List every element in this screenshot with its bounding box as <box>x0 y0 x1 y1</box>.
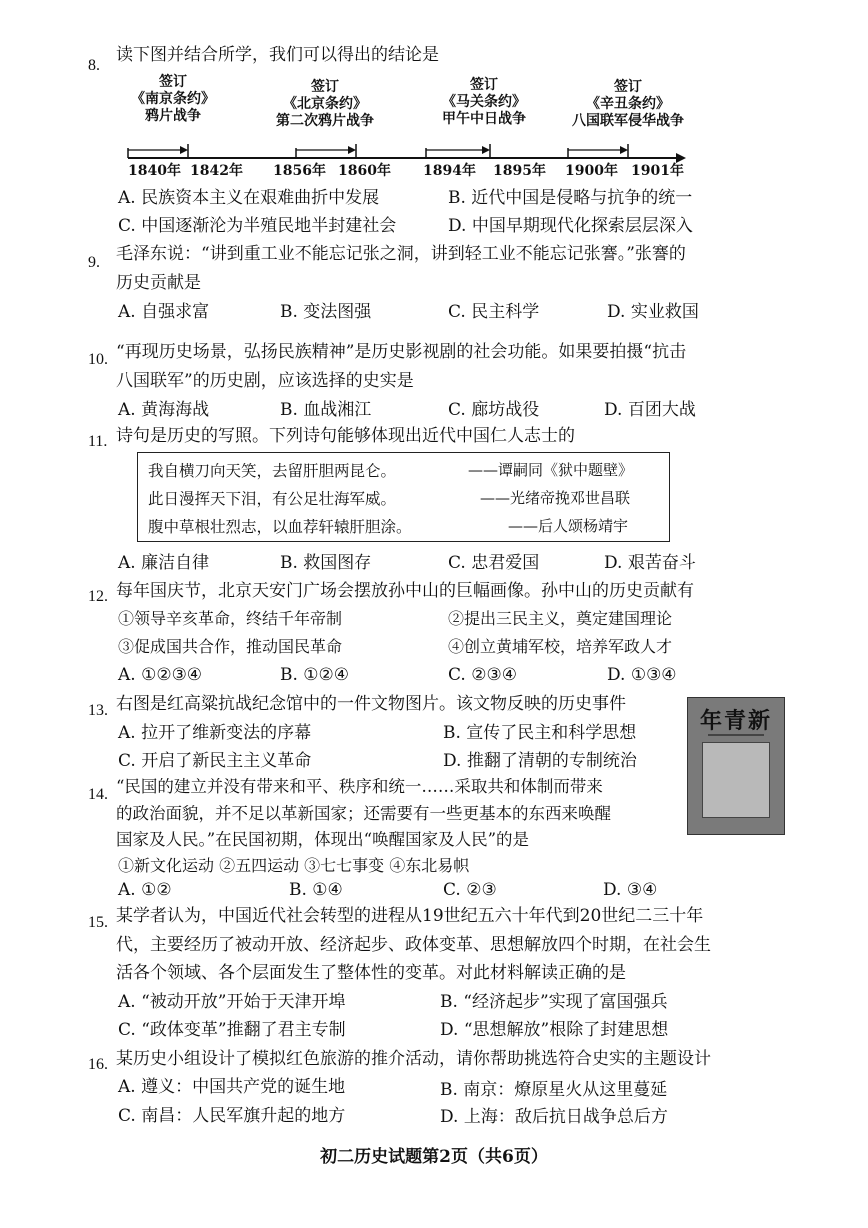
year-label: 1895年 <box>493 163 546 179</box>
option-b[interactable]: B. 宣传了民主和科学思想 <box>443 723 637 743</box>
timeline-event-3 <box>442 77 526 128</box>
timeline-event-4 <box>572 79 684 130</box>
page-footer: 初二历史试题第2页（共6页） <box>320 1147 548 1167</box>
question-number: 8. <box>88 57 100 74</box>
question-stem: 毛泽东说：“讲到重工业不能忘记张之洞，讲到轻工业不能忘记张謇。”张謇的 <box>116 244 686 264</box>
question-stem: “民国的建立并没有带来和平、秩序和统一……采取共和体制而带来 <box>116 777 603 796</box>
event-war: 八国联军侵华战争 <box>572 113 684 130</box>
year-label: 1901年 <box>631 163 684 179</box>
question-number: 12. <box>88 588 108 605</box>
option-a[interactable]: A. 拉开了维新变法的序幕 <box>118 723 312 743</box>
statement-2: ②提出三民主义，奠定建国理论 <box>448 609 673 628</box>
option-c[interactable]: C. 开启了新民主主义革命 <box>118 751 312 771</box>
option-b[interactable]: B. 变法图强 <box>280 302 372 322</box>
option-b[interactable]: B. ①④ <box>289 880 343 900</box>
question-stem-cont: 活各个领域、各个层面发生了整体性的变革。对此材料解读正确的是 <box>116 963 626 983</box>
option-a[interactable]: A. 遵义：中国共产党的诞生地 <box>118 1077 346 1097</box>
question-stem-cont: 历史贡献是 <box>116 273 201 293</box>
event-treaty: 《辛丑条约》 <box>586 96 670 113</box>
timeline-event-2 <box>276 79 374 130</box>
option-a[interactable]: A. ①② <box>118 880 172 900</box>
question-number: 9. <box>88 254 100 271</box>
year-label: 1860年 <box>338 163 391 179</box>
option-b[interactable]: B. “经济起步”实现了富国强兵 <box>440 992 668 1012</box>
poem-author: ——光绪帝挽邓世昌联 <box>480 489 631 507</box>
question-number: 15. <box>88 914 108 931</box>
event-treaty: 《北京条约》 <box>283 96 367 113</box>
question-number: 16. <box>88 1056 108 1073</box>
option-c[interactable]: C. “政体变革”推翻了君主专制 <box>118 1020 346 1040</box>
option-b[interactable]: B. 近代中国是侵略与抗争的统一 <box>448 188 693 208</box>
statement-3: ③促成国共合作，推动国民革命 <box>118 637 343 656</box>
option-d[interactable]: D. “思想解放”根除了封建思想 <box>440 1020 669 1040</box>
question-stem: 诗句是历史的写照。下列诗句能够体现出近代中国仁人志士的 <box>116 426 575 446</box>
question-stem: 某学者认为，中国近代社会转型的进程从19世纪五六十年代到20世纪二三十年 <box>116 906 704 926</box>
option-d[interactable]: D. 艰苦奋斗 <box>604 553 696 573</box>
event-treaty: 《南京条约》 <box>131 91 215 108</box>
statement-1: ①领导辛亥革命，终结千年帝制 <box>118 609 343 628</box>
question-number: 10. <box>88 351 108 368</box>
option-c[interactable]: C. 廊坊战役 <box>448 400 540 420</box>
question-stem-cont: 代，主要经历了被动开放、经济起步、政体变革、思想解放四个时期，在社会生 <box>116 935 711 955</box>
option-a[interactable]: A. “被动开放”开始于天津开埠 <box>118 992 346 1012</box>
event-war: 第二次鸦片战争 <box>276 113 374 130</box>
year-label: 1900年 <box>565 163 618 179</box>
question-stem-cont: 的政治面貌，并不足以革新国家；还需要有一些更基本的东西来唤醒 <box>116 804 611 823</box>
question-number: 13. <box>88 702 108 719</box>
option-d[interactable]: D. 实业救国 <box>607 302 699 322</box>
option-c[interactable]: C. 忠君爱国 <box>448 553 540 573</box>
event-sign: 签订 <box>159 74 187 90</box>
event-sign: 签订 <box>470 77 498 93</box>
event-treaty: 《马关条约》 <box>442 94 526 111</box>
question-stem: 某历史小组设计了模拟红色旅游的推介活动，请你帮助挑选符合史实的主题设计 <box>116 1049 711 1069</box>
option-c[interactable]: C. 南昌：人民军旗升起的地方 <box>118 1106 346 1126</box>
question-stem-cont: 国家及人民。”在民国初期，体现出“唤醒国家及人民”的是 <box>116 830 530 849</box>
year-label: 1894年 <box>423 163 476 179</box>
poem-line: 此日漫挥天下泪，有公足壮海军威。 <box>148 490 397 508</box>
timeline-event-1 <box>131 74 215 125</box>
year-label: 1840年 <box>128 163 181 179</box>
event-war: 甲午中日战争 <box>442 111 526 128</box>
option-c[interactable]: C. 中国逐渐沦为半殖民地半封建社会 <box>118 216 397 236</box>
poem-box <box>137 452 670 542</box>
option-b[interactable]: B. 血战湘江 <box>280 400 372 420</box>
event-sign: 签订 <box>311 79 339 95</box>
option-a[interactable]: A. 黄海海战 <box>118 400 210 420</box>
poem-author: ——谭嗣同《狱中题壁》 <box>468 461 634 479</box>
option-d[interactable]: D. 中国早期现代化探索层层深入 <box>448 216 693 236</box>
poem-line: 腹中草根壮烈志，以血荐轩辕肝胆涂。 <box>148 518 412 536</box>
option-b[interactable]: B. 救国图存 <box>280 553 372 573</box>
option-d[interactable]: D. ③④ <box>603 880 658 900</box>
option-c[interactable]: C. ②③ <box>443 880 497 900</box>
question-stem: 每年国庆节，北京天安门广场会摆放孙中山的巨幅画像。孙中山的历史贡献有 <box>116 581 694 601</box>
question-stem: 右图是红高粱抗战纪念馆中的一件文物图片。该文物反映的历史事件 <box>116 694 626 714</box>
option-c[interactable]: C. ②③④ <box>448 665 517 685</box>
option-a[interactable]: A. 廉洁自律 <box>118 553 210 573</box>
option-d[interactable]: D. 推翻了清朝的专制统治 <box>443 751 637 771</box>
year-label: 1856年 <box>273 163 326 179</box>
option-d[interactable]: D. 上海：敌后抗日战争总后方 <box>440 1107 668 1127</box>
option-b[interactable]: B. ①②④ <box>280 665 350 685</box>
option-a[interactable]: A. 民族资本主义在艰难曲折中发展 <box>118 188 380 208</box>
artifact-title: 年青新 <box>699 708 772 734</box>
question-stem: 读下图并结合所学，我们可以得出的结论是 <box>116 45 439 65</box>
option-d[interactable]: D. ①③④ <box>607 665 677 685</box>
event-sign: 签订 <box>614 79 642 95</box>
artifact-magazine-image <box>687 697 785 835</box>
question-stem: “再现历史场景，弘扬民族精神”是历史影视剧的社会功能。如果要拍摄“抗击 <box>116 342 687 362</box>
question-stem-cont: 八国联军”的历史剧，应该选择的史实是 <box>116 371 414 391</box>
year-label: 1842年 <box>190 163 243 179</box>
option-a[interactable]: A. 自强求富 <box>118 302 210 322</box>
event-war: 鸦片战争 <box>145 108 201 125</box>
divider <box>708 734 764 736</box>
option-b[interactable]: B. 南京：燎原星火从这里蔓延 <box>440 1080 668 1100</box>
option-a[interactable]: A. ①②③④ <box>118 665 203 685</box>
poem-line: 我自横刀向天笑，去留肝胆两昆仑。 <box>148 462 397 480</box>
statements: ①新文化运动 ②五四运动 ③七七事变 ④东北易帜 <box>118 856 470 875</box>
option-c[interactable]: C. 民主科学 <box>448 302 540 322</box>
question-number: 14. <box>88 786 108 803</box>
statement-4: ④创立黄埔军校，培养军政人才 <box>448 637 673 656</box>
question-number: 11. <box>88 433 108 450</box>
artifact-cover <box>702 742 770 818</box>
option-d[interactable]: D. 百团大战 <box>604 400 696 420</box>
poem-author: ——后人颂杨靖宇 <box>508 517 629 535</box>
